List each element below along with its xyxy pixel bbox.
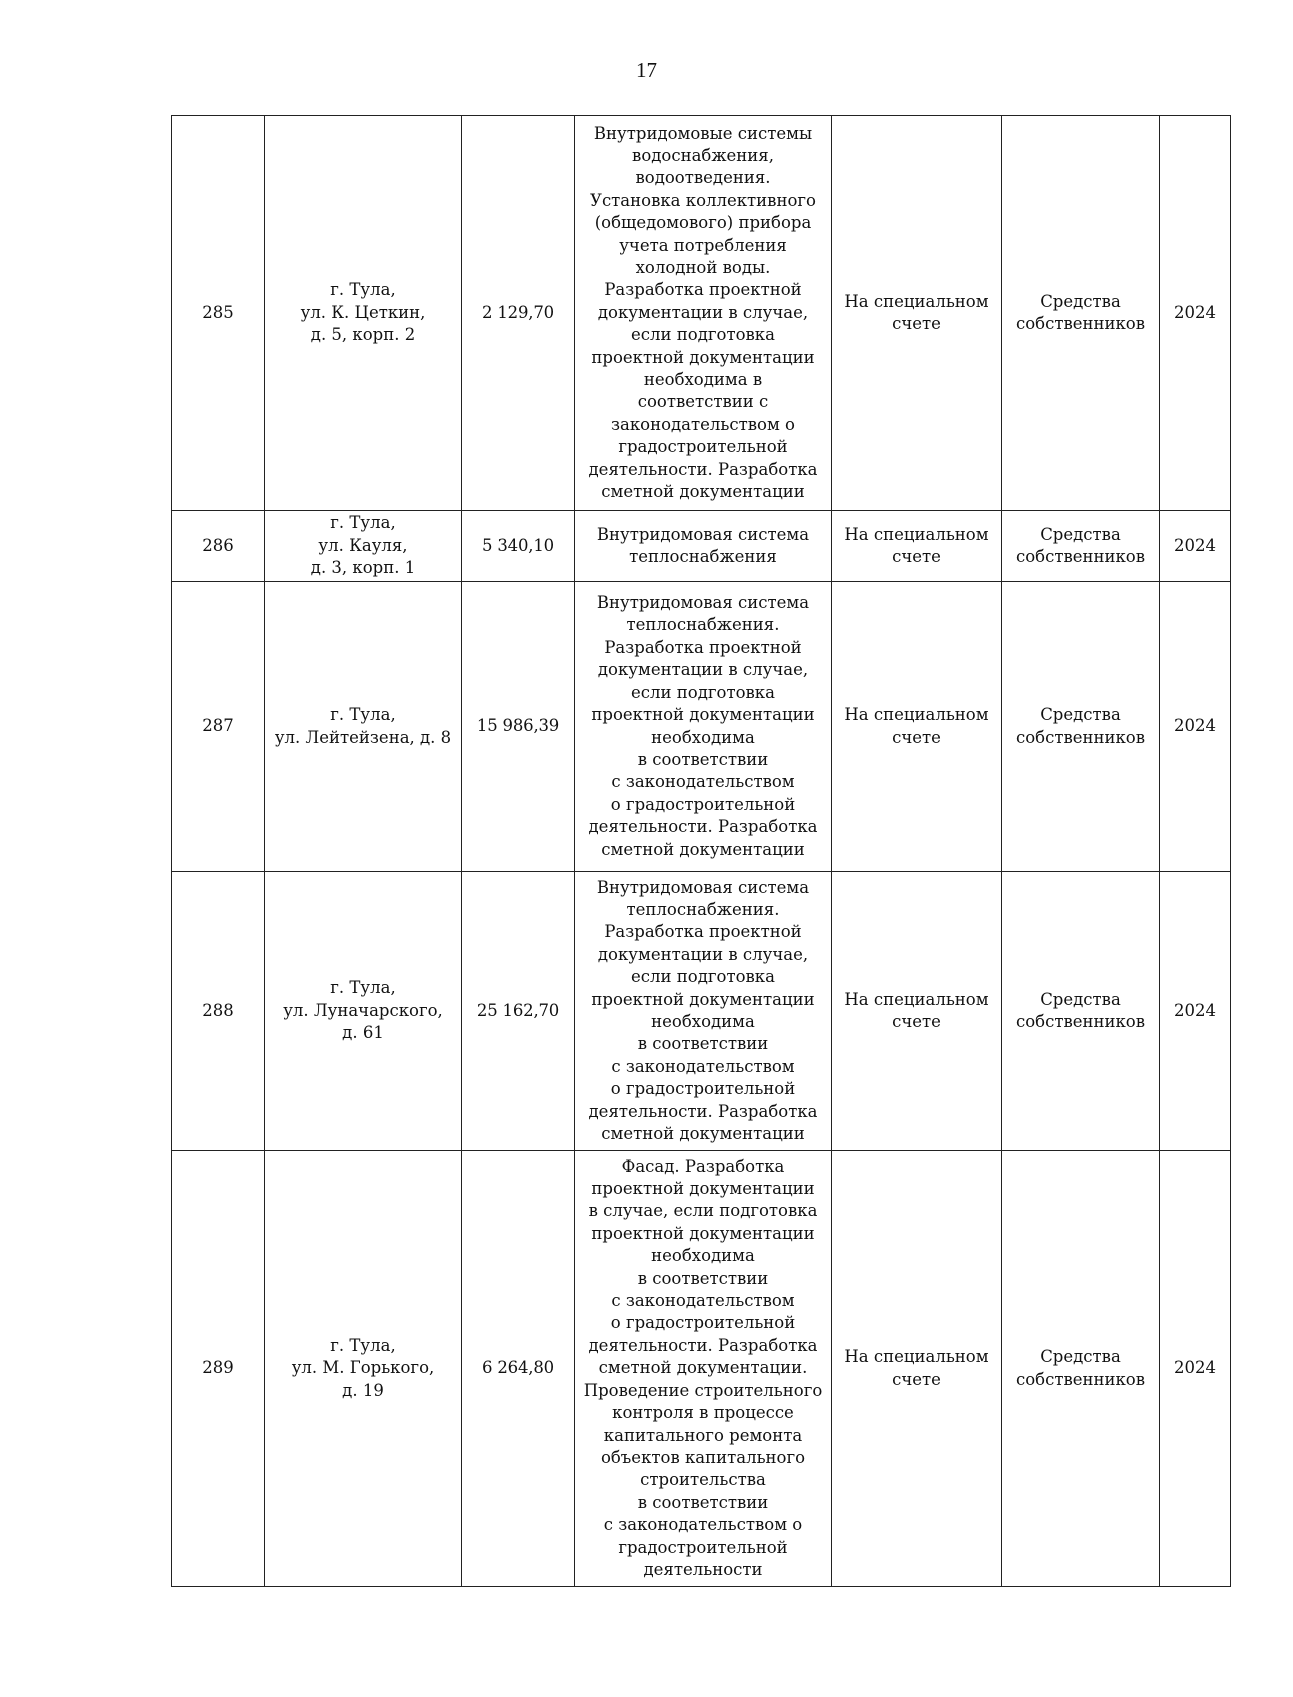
year-cell: 2024 xyxy=(1160,582,1231,872)
address-cell: г. Тула, ул. Лейтейзена, д. 8 xyxy=(265,582,462,872)
area-cell: 2 129,70 xyxy=(462,116,575,511)
account-cell: На специальном счете xyxy=(832,116,1002,511)
row-number-cell: 286 xyxy=(172,511,265,582)
table-row xyxy=(172,582,1231,872)
funding-source-cell: Средства собственников xyxy=(1002,1151,1160,1587)
address-cell: г. Тула, ул. М. Горького, д. 19 xyxy=(265,1151,462,1587)
funding-source-cell: Средства собственников xyxy=(1002,872,1160,1151)
table-row xyxy=(172,872,1231,1151)
year-cell: 2024 xyxy=(1160,511,1231,582)
address-cell: г. Тула, ул. Луначарского, д. 61 xyxy=(265,872,462,1151)
funding-source-cell: Средства собственников xyxy=(1002,511,1160,582)
work-description-cell: Фасад. Разработка проектной документации в случае, если подготовка проектной документации необходима в соответствии с законодательством о градостроительной деятельности. Разработка сметной документации. Проведение строительного контроля в процессе капитального ремонта объектов капитального строительства в соответствии с законодательством о градостроительной деятельности xyxy=(575,1151,832,1587)
area-cell: 6 264,80 xyxy=(462,1151,575,1587)
area-cell: 5 340,10 xyxy=(462,511,575,582)
account-cell: На специальном счете xyxy=(832,511,1002,582)
table-row xyxy=(172,116,1231,511)
work-description-cell: Внутридомовая система теплоснабжения xyxy=(575,511,832,582)
repair-schedule-table xyxy=(171,115,1231,1587)
row-number-cell: 285 xyxy=(172,116,265,511)
row-number-cell: 288 xyxy=(172,872,265,1151)
address-cell: г. Тула, ул. Кауля, д. 3, корп. 1 xyxy=(265,511,462,582)
area-cell: 25 162,70 xyxy=(462,872,575,1151)
row-number-cell: 289 xyxy=(172,1151,265,1587)
row-number-cell: 287 xyxy=(172,582,265,872)
funding-source-cell: Средства собственников xyxy=(1002,582,1160,872)
funding-source-cell: Средства собственников xyxy=(1002,116,1160,511)
table-row xyxy=(172,1151,1231,1587)
account-cell: На специальном счете xyxy=(832,582,1002,872)
account-cell: На специальном счете xyxy=(832,872,1002,1151)
year-cell: 2024 xyxy=(1160,872,1231,1151)
table-row xyxy=(172,511,1231,582)
area-cell: 15 986,39 xyxy=(462,582,575,872)
address-cell: г. Тула, ул. К. Цеткин, д. 5, корп. 2 xyxy=(265,116,462,511)
work-description-cell: Внутридомовая система теплоснабжения. Разработка проектной документации в случае, если подготовка проектной документации необходима в соответствии с законодательством о градостроительной деятельности. Разработка сметной документации xyxy=(575,582,832,872)
work-description-cell: Внутридомовые системы водоснабжения, водоотведения. Установка коллективного (общедомового) прибора учета потребления холодной воды. Разработка проектной документации в случае, если подготовка проектной документации необходима в соответствии с законодательством о градостроительной деятельности. Разработка сметной документации xyxy=(575,116,832,511)
work-description-cell: Внутридомовая система теплоснабжения. Разработка проектной документации в случае, если подготовка проектной документации необходима в соответствии с законодательством о градостроительной деятельности. Разработка сметной документации xyxy=(575,872,832,1151)
year-cell: 2024 xyxy=(1160,116,1231,511)
year-cell: 2024 xyxy=(1160,1151,1231,1587)
account-cell: На специальном счете xyxy=(832,1151,1002,1587)
page-number: 17 xyxy=(636,58,657,82)
